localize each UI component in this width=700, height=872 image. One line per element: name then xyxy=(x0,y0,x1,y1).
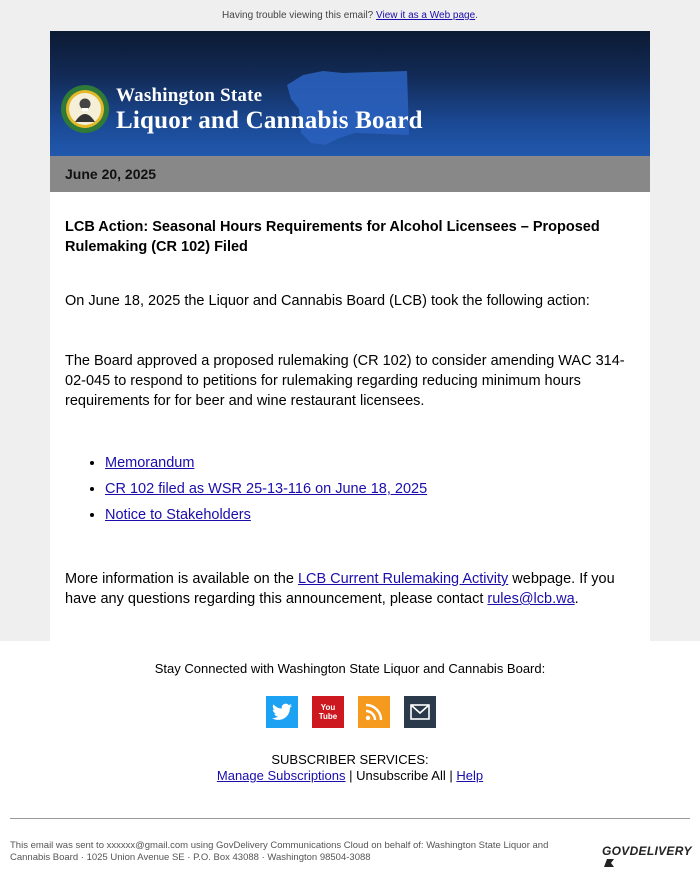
issue-date: June 20, 2025 xyxy=(65,166,157,182)
cr102-link[interactable]: CR 102 filed as WSR 25-13-116 on June 18, 2025 xyxy=(105,481,428,497)
brand-line-1: Washington State xyxy=(116,85,263,106)
web-view-notice xyxy=(0,10,700,21)
intro-paragraph: On June 18, 2025 the Liquor and Cannabis Board (LCB) took the following action: xyxy=(65,293,590,309)
header-banner xyxy=(50,31,650,156)
contact-email-link[interactable]: rules@lcb.wa xyxy=(487,591,575,607)
memorandum-link[interactable]: Memorandum xyxy=(105,455,195,471)
separator: | xyxy=(345,768,357,783)
document-links xyxy=(65,453,635,525)
govdelivery-flag-icon xyxy=(603,858,615,868)
email-body xyxy=(50,31,650,641)
youtube-label: You Tube xyxy=(318,703,338,721)
body-paragraph: The Board approved a proposed rulemaking (CR 102) to consider amending WAC 314-02-045 to respond to petitions for rulemaking regarding reducing minimum hours requirements for for beer and wine restaurant licensees. xyxy=(65,353,625,409)
email-footer xyxy=(0,641,700,872)
unsubscribe-all-text: Unsubscribe All xyxy=(356,768,446,783)
stay-connected-text: Stay Connected with Washington State Liquor and Cannabis Board: xyxy=(154,661,546,676)
more-info-middle: webpage. If you have any questions regarding this announcement, please contact xyxy=(65,571,615,607)
date-bar xyxy=(50,156,650,192)
notice-link[interactable]: Notice to Stakeholders xyxy=(105,507,251,523)
list-item xyxy=(105,479,635,499)
more-info-before: More information is available on the xyxy=(65,571,298,587)
brand-line-2: Liquor and Cannabis Board xyxy=(116,107,423,134)
social-icons xyxy=(266,696,436,728)
headline: LCB Action: Seasonal Hours Requirements for Alcohol Licensees – Proposed Rulemaking (CR 102) Filed xyxy=(65,219,600,255)
subscriber-services xyxy=(0,752,700,784)
more-info-after: . xyxy=(574,591,579,607)
web-view-link[interactable]: View it as a Web page xyxy=(376,10,476,21)
web-view-text: Having trouble viewing this email? xyxy=(222,10,377,21)
help-link[interactable]: Help xyxy=(456,768,484,783)
separator: | xyxy=(445,768,457,783)
manage-subscriptions-link[interactable]: Manage Subscriptions xyxy=(216,768,346,783)
more-info-paragraph xyxy=(65,569,635,609)
washington-seal-icon xyxy=(60,84,110,134)
legal-text: This email was sent to xxxxxx@gmail.com using GovDelivery Communications Cloud on behalf of: Washington State Liquor and Cannabis Board · 1025 Union Avenue SE · P.O. Box 43088 · Washington 98504-3088 xyxy=(10,840,549,863)
youtube-icon[interactable] xyxy=(312,696,344,728)
govdelivery-logo xyxy=(602,844,700,872)
rulemaking-activity-link[interactable]: LCB Current Rulemaking Activity xyxy=(297,571,509,587)
email-icon[interactable] xyxy=(404,696,436,728)
govdelivery-text: GOVDELIVERY xyxy=(602,844,692,858)
rss-icon[interactable] xyxy=(358,696,390,728)
article-content xyxy=(65,217,635,609)
twitter-icon[interactable] xyxy=(266,696,298,728)
subscriber-services-title: SUBSCRIBER SERVICES: xyxy=(271,752,429,767)
web-view-suffix: . xyxy=(475,10,478,21)
list-item xyxy=(105,505,635,525)
footer-divider xyxy=(10,818,690,819)
list-item xyxy=(105,453,635,473)
